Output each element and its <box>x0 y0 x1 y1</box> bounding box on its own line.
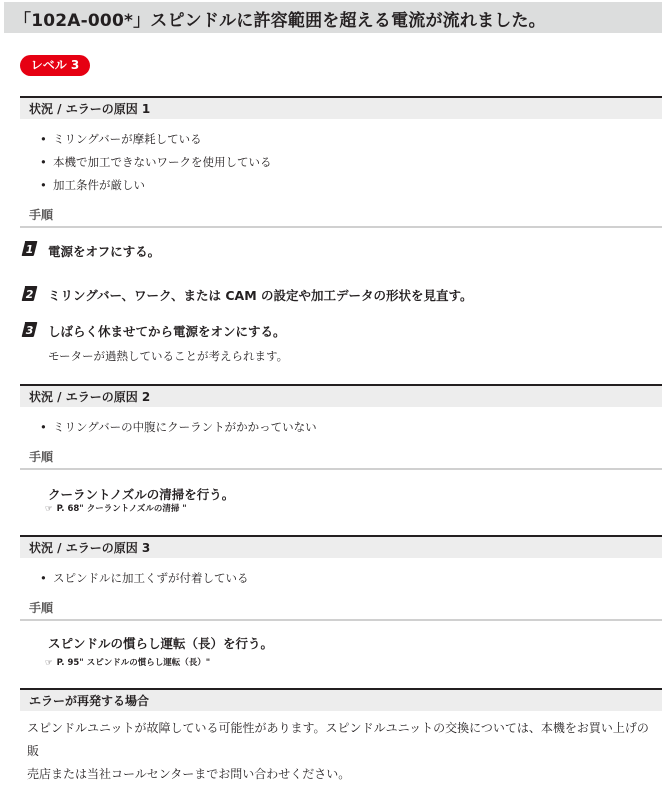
procedure-label: 手順 <box>20 448 662 470</box>
cause-3-reference-link[interactable]: ☞ P. 95" スピンドルの慣らし運転（長）" <box>45 658 211 668</box>
step-1-icon <box>21 240 38 257</box>
title-bar <box>4 2 662 33</box>
svg-text:1: 1 <box>25 243 34 256</box>
pointing-hand-icon: ☞ <box>45 658 53 668</box>
cause-3-bullet: • スピンドルに加工くずが付着している <box>40 571 249 585</box>
cause-2-header <box>20 384 662 407</box>
recurrence-header-label: エラーが再発する場合 <box>29 694 150 708</box>
step-3-icon <box>21 321 38 338</box>
page-title: 「102A-000*」スピンドルに許容範囲を超える電流が流れました。 <box>14 11 546 31</box>
cause-2-bullet: • ミリングバーの中腹にクーラントがかかっていない <box>40 420 317 434</box>
cause-3-header <box>20 535 662 558</box>
step-3-text: しばらく休ませてから電源をオンにする。 <box>48 324 286 339</box>
recurrence-header <box>20 688 662 711</box>
procedure-label: 手順 <box>20 599 662 621</box>
cause-1-bullet: • ミリングバーが摩耗している <box>40 132 202 146</box>
step-2-icon <box>21 285 38 302</box>
level-badge: レベル 3 <box>20 55 90 76</box>
cause-1-bullet: • 本機で加工できないワークを使用している <box>40 155 272 169</box>
step-2-text: ミリングバー、ワーク、または CAM の設定や加工データの形状を見直す。 <box>48 288 473 303</box>
cause-2-step-text: クーラントノズルの清掃を行う。 <box>48 487 235 502</box>
recurrence-paragraph: スピンドルユニットが故障している可能性があります。スピンドルユニットの交換については、本機をお買い上げの販 売店または当社コールセンターまでお問い合わせください。 <box>27 721 649 781</box>
cause-2-header-label: 状況 / エラーの原因 2 <box>29 390 151 404</box>
cause-3-header-label: 状況 / エラーの原因 3 <box>29 541 151 555</box>
svg-text:3: 3 <box>25 324 34 337</box>
cause-1-header <box>20 96 662 119</box>
pointing-hand-icon: ☞ <box>45 504 53 514</box>
cause-2-reference-link[interactable]: ☞ P. 68" クーラントノズルの清掃 " <box>45 504 187 514</box>
cause-1-bullet: • 加工条件が厳しい <box>40 178 145 192</box>
cause-3-step-text: スピンドルの慣らし運転（長）を行う。 <box>48 636 274 651</box>
cause-1-header-label: 状況 / エラーの原因 1 <box>29 102 151 116</box>
svg-text:2: 2 <box>25 288 34 301</box>
procedure-label: 手順 <box>20 206 662 228</box>
step-1-text: 電源をオフにする。 <box>48 244 161 259</box>
step-3-note: モーターが過熱していることが考えられます。 <box>48 349 289 363</box>
